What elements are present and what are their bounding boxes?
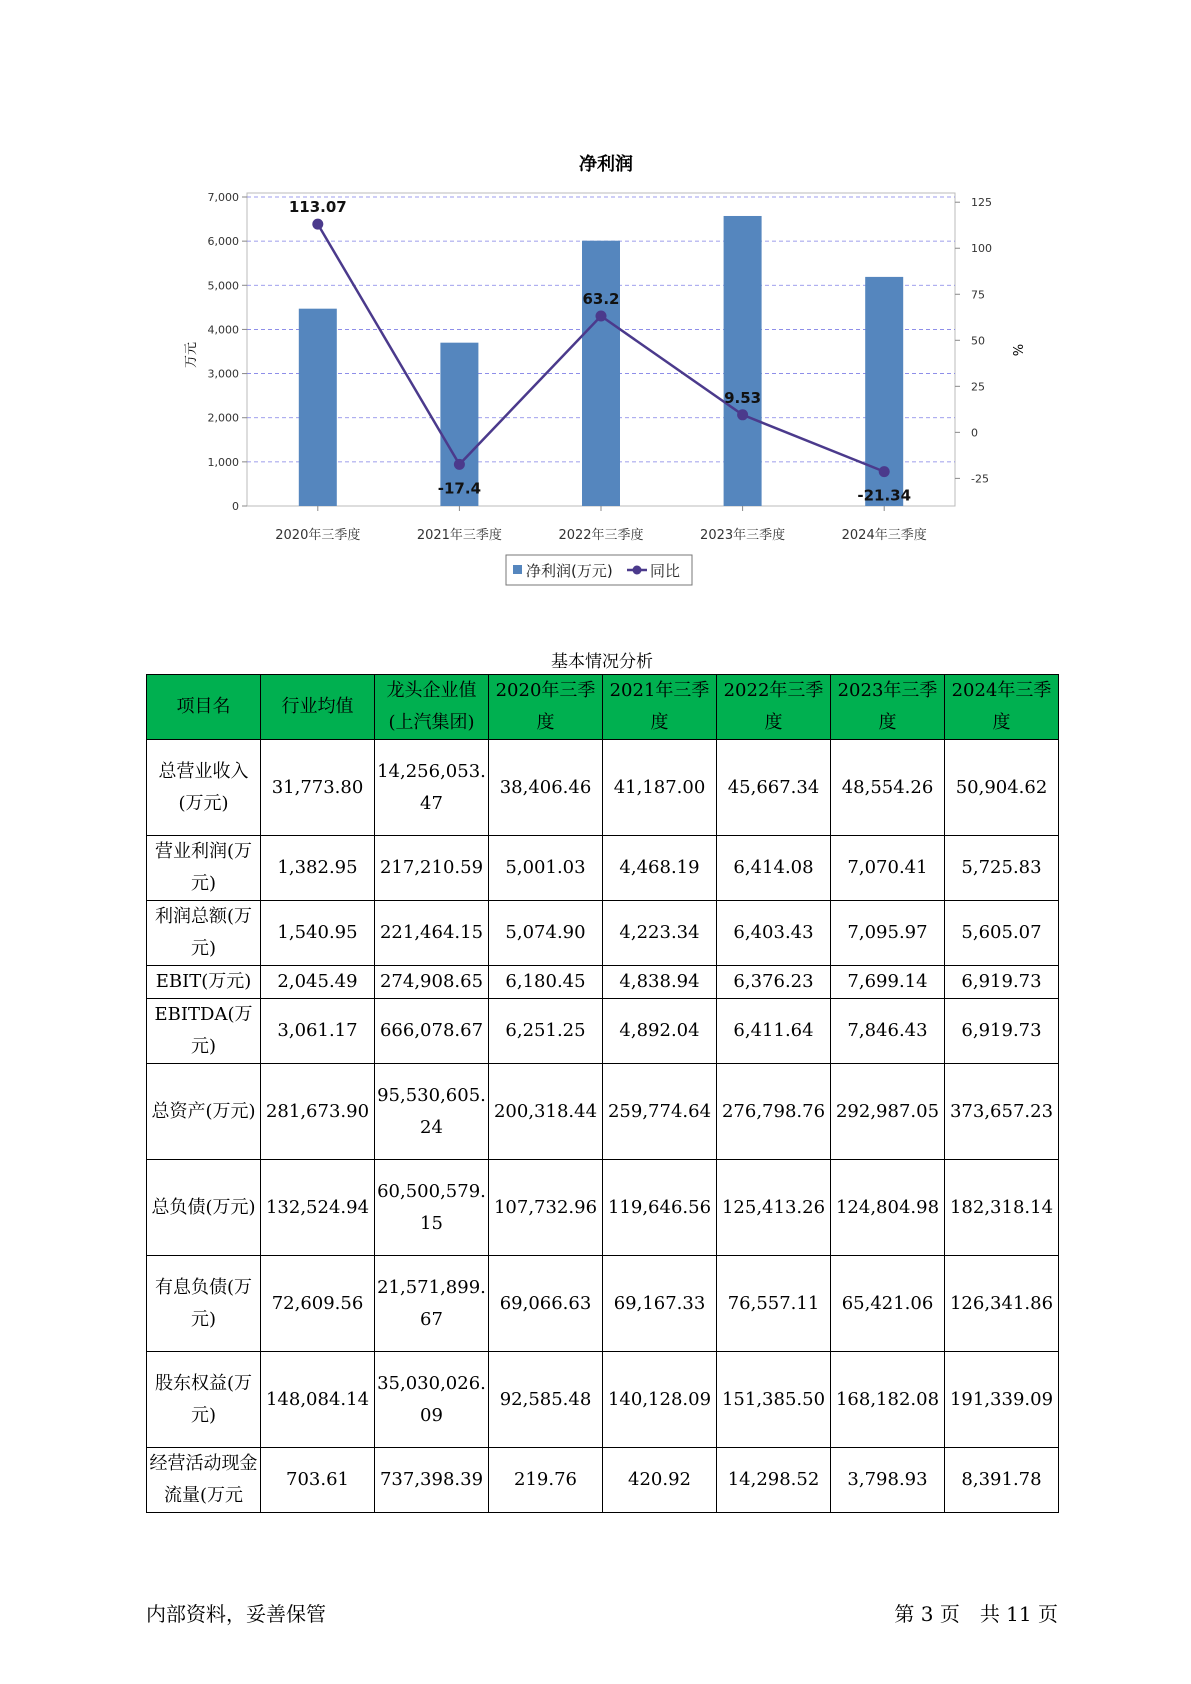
value-cell: 38,406.46 [489,740,603,836]
y-tick-label: 2,000 [207,411,239,425]
table-header-cell: 2020年三季度 [489,675,603,740]
value-cell: 7,070.41 [831,836,945,901]
table-row [147,966,1059,999]
value-cell: 125,413.26 [717,1160,831,1256]
value-cell: 168,182.08 [831,1352,945,1448]
y-tick-label: 6,000 [207,235,239,249]
value-cell: 3,798.93 [831,1448,945,1513]
table-header-cell: 2023年三季度 [831,675,945,740]
value-cell: 21,571,899.67 [375,1256,489,1352]
value-cell: 72,609.56 [261,1256,375,1352]
data-label: -17.4 [437,479,482,498]
value-cell: 35,030,026.09 [375,1352,489,1448]
data-label: 63.2 [582,289,620,308]
row-label-cell: EBIT(万元) [147,966,261,999]
x-tick-label: 2020年三季度 [275,528,361,543]
value-cell: 191,339.09 [945,1352,1059,1448]
x-tick-label: 2024年三季度 [841,528,927,543]
x-tick-label: 2021年三季度 [416,528,502,543]
y-tick-label: 4,000 [207,323,239,337]
value-cell: 50,904.62 [945,740,1059,836]
y-tick-label: 3,000 [207,367,239,381]
legend-bar-label: 净利润(万元) [526,562,613,580]
footer-confidential: 内部资料，妥善保管 [146,1602,326,1626]
x-tick-label: 2023年三季度 [700,528,786,543]
basic-analysis-table [146,674,1059,1513]
y2-tick-label: 100 [971,242,992,256]
value-cell: 124,804.98 [831,1160,945,1256]
value-cell: 259,774.64 [603,1064,717,1160]
data-label: -21.34 [857,486,912,505]
legend-line-label: 同比 [650,562,681,580]
y2-tick-label: 75 [971,288,985,302]
data-label: 9.53 [724,388,762,407]
value-cell: 6,376.23 [717,966,831,999]
y2-axis-label: % [1009,343,1024,357]
value-cell: 182,318.14 [945,1160,1059,1256]
value-cell: 4,468.19 [603,836,717,901]
value-cell: 60,500,579.15 [375,1160,489,1256]
y-tick-label: 7,000 [207,191,239,204]
value-cell: 14,256,053.47 [375,740,489,836]
y-axis-label: 万元 [184,341,199,369]
value-cell: 373,657.23 [945,1064,1059,1160]
value-cell: 6,251.25 [489,999,603,1064]
value-cell: 2,045.49 [261,966,375,999]
table-row [147,1352,1059,1448]
row-label-cell: 总负债(万元) [147,1160,261,1256]
y2-tick-label: -25 [971,472,989,486]
value-cell: 31,773.80 [261,740,375,836]
table-row [147,999,1059,1064]
line-point [879,466,890,477]
row-label-cell: EBITDA(万元) [147,999,261,1064]
value-cell: 276,798.76 [717,1064,831,1160]
value-cell: 200,318.44 [489,1064,603,1160]
x-axis [275,506,926,543]
row-label-cell: 经营活动现金流量(万元 [147,1448,261,1513]
value-cell: 5,605.07 [945,901,1059,966]
value-cell: 45,667.34 [717,740,831,836]
table-row [147,1064,1059,1160]
value-cell: 6,414.08 [717,836,831,901]
y2-tick-label: 0 [971,426,978,440]
value-cell: 6,403.43 [717,901,831,966]
right-y-axis [955,196,992,485]
row-label-cell: 有息负债(万元) [147,1256,261,1352]
footer-page-number: 第 3 页 共 11 页 [894,1602,1058,1626]
table-header-cell: 行业均值 [261,675,375,740]
value-cell: 6,919.73 [945,999,1059,1064]
value-cell: 126,341.86 [945,1256,1059,1352]
x-tick-label: 2022年三季度 [558,528,644,543]
value-cell: 274,908.65 [375,966,489,999]
value-cell: 92,585.48 [489,1352,603,1448]
value-cell: 219.76 [489,1448,603,1513]
bar [582,241,620,506]
value-cell: 7,846.43 [831,999,945,1064]
y2-tick-label: 50 [971,334,985,348]
value-cell: 107,732.96 [489,1160,603,1256]
value-cell: 7,699.14 [831,966,945,999]
table-header-cell: 2024年三季度 [945,675,1059,740]
row-label-cell: 营业利润(万元) [147,836,261,901]
left-y-axis [208,191,248,513]
value-cell: 4,892.04 [603,999,717,1064]
value-cell: 281,673.90 [261,1064,375,1160]
table-title: 基本情况分析 [551,652,653,672]
legend-line-marker [633,566,642,575]
value-cell: 48,554.26 [831,740,945,836]
value-cell: 6,180.45 [489,966,603,999]
y2-tick-label: 125 [971,196,992,210]
table-row [147,1160,1059,1256]
value-cell: 148,084.14 [261,1352,375,1448]
value-cell: 5,725.83 [945,836,1059,901]
value-cell: 14,298.52 [717,1448,831,1513]
value-cell: 221,464.15 [375,901,489,966]
data-label: 113.07 [288,198,347,217]
table-header-cell: 2021年三季度 [603,675,717,740]
value-cell: 119,646.56 [603,1160,717,1256]
table-row [147,1256,1059,1352]
y-tick-label: 0 [232,500,239,513]
chart-title: 净利润 [579,154,633,175]
value-cell: 41,187.00 [603,740,717,836]
value-cell: 7,095.97 [831,901,945,966]
value-cell: 737,398.39 [375,1448,489,1513]
table-header-cell: 龙头企业值(上汽集团) [375,675,489,740]
value-cell: 703.61 [261,1448,375,1513]
bar-series [299,216,903,506]
table-row [147,1448,1059,1513]
value-cell: 140,128.09 [603,1352,717,1448]
value-cell: 69,167.33 [603,1256,717,1352]
chart-legend [506,555,692,585]
table-row [147,740,1059,836]
value-cell: 292,987.05 [831,1064,945,1160]
value-cell: 217,210.59 [375,836,489,901]
value-cell: 6,411.64 [717,999,831,1064]
line-point [596,310,607,321]
value-cell: 65,421.06 [831,1256,945,1352]
value-cell: 5,001.03 [489,836,603,901]
net-profit-chart [0,0,1191,600]
bar [724,216,762,506]
y-tick-label: 5,000 [207,279,239,293]
table-header-cell: 2022年三季度 [717,675,831,740]
value-cell: 151,385.50 [717,1352,831,1448]
row-label-cell: 利润总额(万元) [147,901,261,966]
value-cell: 420.92 [603,1448,717,1513]
value-cell: 4,223.34 [603,901,717,966]
table-header-cell: 项目名 [147,675,261,740]
value-cell: 5,074.90 [489,901,603,966]
value-cell: 76,557.11 [717,1256,831,1352]
value-cell: 1,382.95 [261,836,375,901]
table-header-row [147,675,1059,740]
legend-bar-swatch [513,565,522,574]
value-cell: 132,524.94 [261,1160,375,1256]
value-cell: 3,061.17 [261,999,375,1064]
line-point [312,219,323,230]
y2-tick-label: 25 [971,380,985,394]
line-point [454,459,465,470]
table-row [147,836,1059,901]
row-label-cell: 总营业收入(万元) [147,740,261,836]
value-cell: 8,391.78 [945,1448,1059,1513]
value-cell: 95,530,605.24 [375,1064,489,1160]
y-tick-label: 1,000 [207,455,239,469]
value-cell: 666,078.67 [375,999,489,1064]
value-cell: 69,066.63 [489,1256,603,1352]
row-label-cell: 总资产(万元) [147,1064,261,1160]
bar [299,309,337,506]
value-cell: 1,540.95 [261,901,375,966]
line-point [737,409,748,420]
value-cell: 6,919.73 [945,966,1059,999]
row-label-cell: 股东权益(万元) [147,1352,261,1448]
table-row [147,901,1059,966]
value-cell: 4,838.94 [603,966,717,999]
